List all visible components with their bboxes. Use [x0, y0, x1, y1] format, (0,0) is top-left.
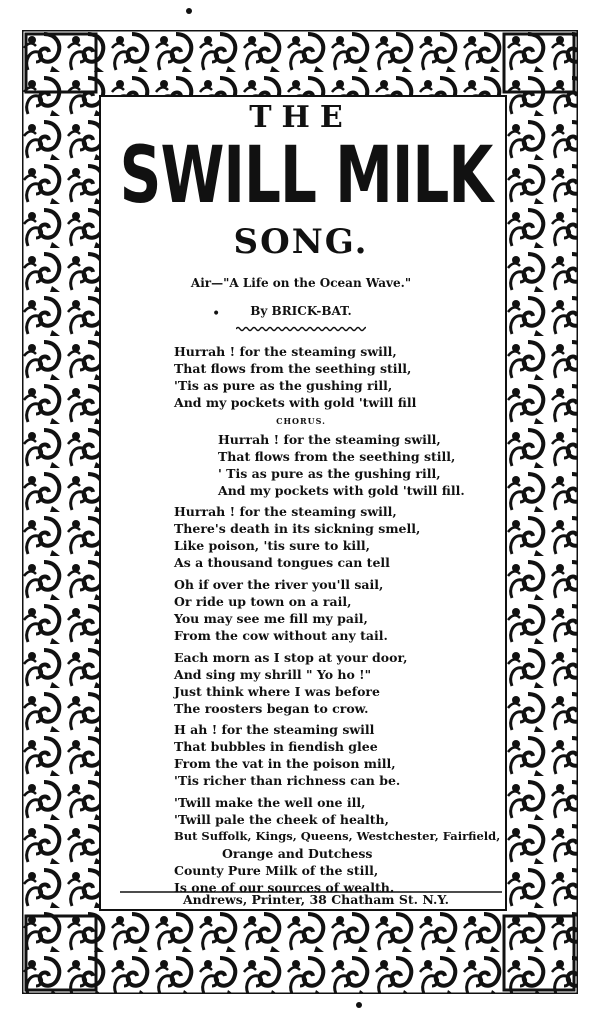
wavy-rule — [236, 326, 366, 332]
verse-line: From the cow without any tail. — [174, 628, 388, 643]
verse-line: Hurrah ! for the steaming swill, — [174, 344, 397, 359]
air-line: Air—"A Life on the Ocean Wave." — [190, 276, 412, 290]
verse-line: 'Tis as pure as the gushing rill, — [174, 378, 393, 393]
verse-3 — [174, 576, 388, 644]
verse-line: That flows from the seething still, — [218, 449, 456, 464]
verse-line: And sing my shrill " Yo ho !" — [174, 667, 372, 682]
chorus-verse — [218, 431, 465, 499]
ink-speck-bottom — [356, 1002, 362, 1008]
verse-line: 'Tis richer than richness can be. — [174, 773, 401, 788]
title-main: SWILL MILK — [119, 129, 493, 222]
verse-line: And my pockets with gold 'twill fill. — [218, 483, 465, 498]
verse-line: Hurrah ! for the steaming swill, — [174, 504, 397, 519]
verse-line: H ah ! for the steaming swill — [174, 722, 375, 737]
verse-line: There's death in its sickning smell, — [174, 521, 421, 536]
verse-line: As a thousand tongues can tell — [174, 555, 390, 570]
verse-line: You may see me fill my pail, — [174, 611, 368, 626]
verse-6 — [174, 794, 500, 896]
printer-imprint: Andrews, Printer, 38 Chatham St. N.Y. — [182, 892, 450, 907]
verse-2 — [174, 503, 420, 571]
verse-line: And my pockets with gold 'twill fill — [174, 395, 417, 410]
verse-line: County Pure Milk of the still, — [174, 863, 379, 878]
verse-line: 'Twill make the well one ill, — [174, 795, 366, 810]
verse-line: Is one of our sources of wealth. — [174, 880, 395, 895]
verse-line: Oh if over the river you'll sail, — [174, 577, 384, 592]
verse-1 — [174, 343, 416, 411]
title-the: THE — [249, 100, 353, 135]
verse-line: But Suffolk, Kings, Queens, Westchester, Fairfield, — [174, 829, 501, 843]
verse-line: Orange and Dutchess — [222, 846, 373, 861]
chorus-label: CHORUS. — [276, 416, 326, 426]
verse-line: ' Tis as pure as the gushing rill, — [218, 466, 441, 481]
verse-line: The roosters began to crow. — [174, 701, 369, 716]
verse-line: That flows from the seething still, — [174, 361, 412, 376]
byline: By BRICK-BAT. — [250, 304, 352, 318]
verse-line: Like poison, 'tis sure to kill, — [174, 538, 370, 553]
verse-line: From the vat in the poison mill, — [174, 756, 396, 771]
verse-4 — [174, 649, 408, 717]
verse-line: Each morn as I stop at your door, — [174, 650, 408, 665]
ink-speck-top — [186, 8, 192, 14]
bullet-icon: • — [212, 306, 221, 322]
verse-line: Or ride up town on a rail, — [174, 594, 352, 609]
verse-line: That bubbles in fiendish glee — [174, 739, 378, 754]
verse-line: Just think where I was before — [174, 684, 380, 699]
title-song: SONG. — [233, 222, 369, 262]
verse-5 — [174, 721, 400, 789]
verse-line: Hurrah ! for the steaming swill, — [218, 432, 441, 447]
verse-line: 'Twill pale the cheek of health, — [174, 812, 389, 827]
